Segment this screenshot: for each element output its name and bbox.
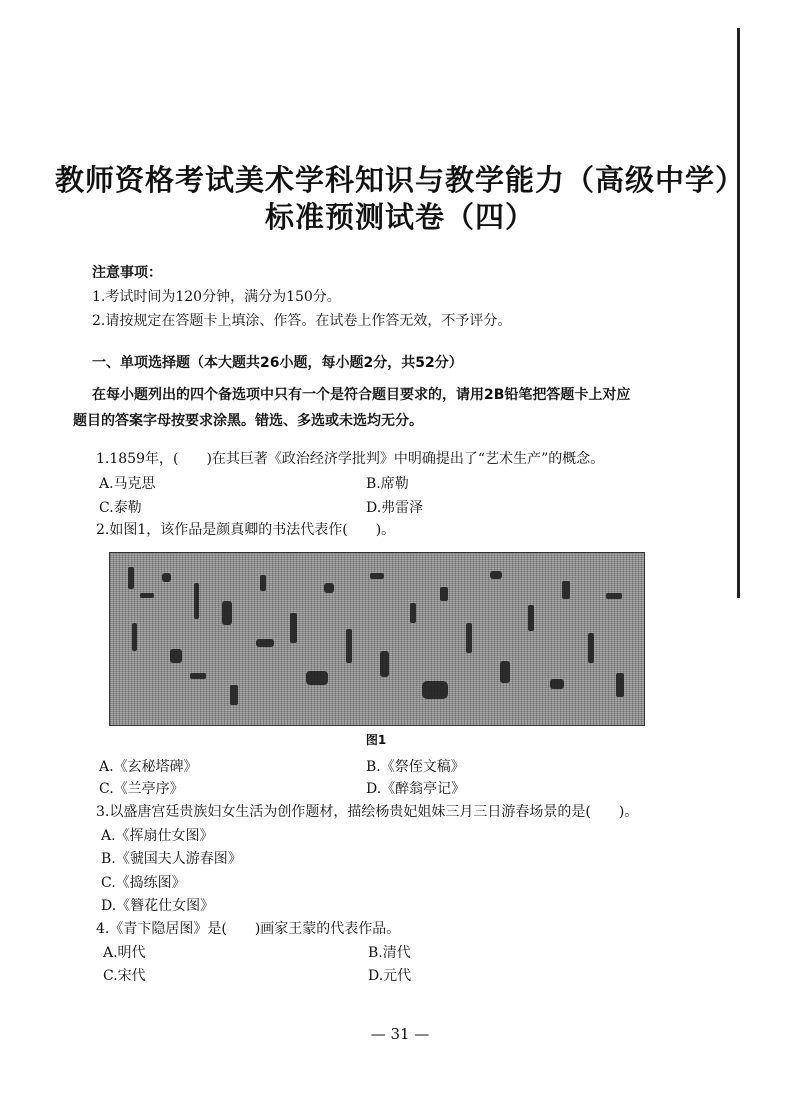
question-2-option-d: D.《醉翁亭记》 xyxy=(366,781,466,797)
question-2-option-b: B.《祭侄文稿》 xyxy=(366,759,465,775)
question-1-option-a: A.马克思 xyxy=(99,476,156,492)
question-1-option-c: C.泰勒 xyxy=(99,500,142,516)
section-heading: 一、单项选择题（本大题共26小题，每小题2分，共52分） xyxy=(92,355,463,371)
exam-title-line1: 教师资格考试美术学科知识与教学能力（高级中学） xyxy=(54,163,745,197)
question-4-option-b: B.清代 xyxy=(368,945,411,961)
question-3-option-d: D.《簪花仕女图》 xyxy=(101,898,215,914)
section-instruction-2: 题目的答案字母按要求涂黑。错选、多选或未选均无分。 xyxy=(73,413,423,429)
notice-item-2: 2.请按规定在答题卡上填涂、作答。在试卷上作答无效，不予评分。 xyxy=(92,313,512,329)
notice-item-1: 1.考试时间为120分钟，满分为150分。 xyxy=(92,289,341,305)
scan-edge-line xyxy=(737,28,740,598)
question-4-option-d: D.元代 xyxy=(368,968,412,984)
question-1-option-d: D.弗雷泽 xyxy=(366,500,424,516)
question-1-stem: 1.1859年，( )在其巨著《政治经济学批判》中明确提出了“艺术生产”的概念。 xyxy=(96,451,605,467)
section-instruction-1: 在每小题列出的四个备选项中只有一个是符合题目要求的，请用2B铅笔把答题卡上对应 xyxy=(92,387,631,403)
calligraphy-strokes xyxy=(110,553,644,725)
exam-title-line2: 标准预测试卷（四） xyxy=(264,200,535,234)
question-4-option-a: A.明代 xyxy=(103,945,146,961)
calligraphy-image xyxy=(109,552,645,726)
question-3-stem: 3.以盛唐宫廷贵族妇女生活为创作题材，描绘杨贵妃姐妹三月三日游春场景的是( )。 xyxy=(96,804,639,820)
question-4-option-c: C.宋代 xyxy=(103,968,146,984)
question-3-option-b: B.《虢国夫人游春图》 xyxy=(101,851,242,867)
question-3-option-a: A.《挥扇仕女图》 xyxy=(101,828,214,844)
question-3-option-c: C.《捣练图》 xyxy=(101,875,186,891)
figure-1-caption: 图1 xyxy=(365,733,387,747)
question-2-stem: 2.如图1，该作品是颜真卿的书法代表作( )。 xyxy=(96,522,396,538)
page-number: — 31 — xyxy=(370,1025,430,1043)
question-1-option-b: B.席勒 xyxy=(366,476,409,492)
question-2-option-c: C.《兰亭序》 xyxy=(99,781,184,797)
question-2-option-a: A.《玄秘塔碑》 xyxy=(99,759,198,775)
question-4-stem: 4.《青卞隐居图》是( )画家王蒙的代表作品。 xyxy=(96,921,401,937)
notice-heading: 注意事项： xyxy=(92,265,162,281)
